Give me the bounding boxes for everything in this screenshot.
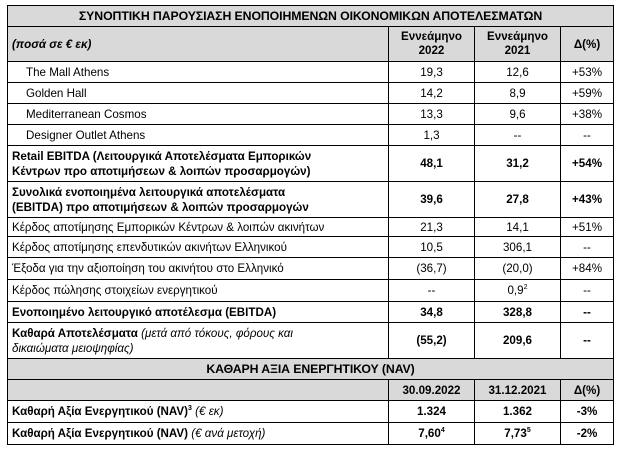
nav-row-label-italic: (€ εκ)	[191, 405, 224, 418]
table-title: ΣΥΝΟΠΤΙΚΗ ΠΑΡΟΥΣΙΑΣΗ ΕΝΟΠΟΙΗΜΕΝΩΝ ΟΙΚΟΝΟΜΙΚΩΝ ΑΠΟΤΕΛΕΣΜΑΤΩΝ	[8, 6, 614, 27]
value-2021: (20,0)	[475, 258, 561, 280]
row-label: Ενοποιημένο λειτουργικό αποτέλεσμα (EBITDA)	[8, 302, 389, 323]
table-row	[8, 258, 614, 280]
value-2022: 21,3	[389, 218, 475, 237]
row-label-line2: Κέντρων προ αποτιμήσεων & λοιπών προσαρμογών)	[12, 164, 311, 178]
value-2022: 19,3	[389, 62, 475, 83]
row-label-line1: Συνολικά ενοποιημένα λειτουργικά αποτελέσματα	[12, 185, 286, 199]
change-pct: --	[561, 237, 614, 258]
financial-results-table	[7, 5, 614, 445]
change-pct: +51%	[561, 218, 614, 237]
value-2022: 34,8	[389, 302, 475, 323]
value-2022: (55,2)	[389, 323, 475, 359]
row-label: Κέρδος πώλησης στοιχείων ενεργητικού	[8, 280, 389, 302]
nav-row	[8, 401, 614, 423]
value-2022: 48,1	[389, 146, 475, 182]
table-row-consolidated-operating-result	[8, 302, 614, 323]
value-2022: --	[389, 280, 475, 302]
table-row	[8, 83, 614, 104]
row-label-line2: (EBITDA) προ αποτιμήσεων & λοιπών προσαρμογών	[12, 200, 309, 214]
footnote-marker: 3	[188, 405, 192, 413]
nav-row-label	[8, 401, 389, 423]
row-label-italic-line1: (μετά από τόκους, φόρους και	[137, 326, 293, 340]
value-2021: 306,1	[475, 237, 561, 258]
nav-value-2	[475, 423, 561, 445]
nav-row-label	[8, 423, 389, 445]
value-2021: 27,8	[475, 182, 561, 218]
row-label: The Mall Athens	[8, 62, 389, 83]
value-2021: 8,9	[475, 83, 561, 104]
change-pct: +53%	[561, 62, 614, 83]
change-pct: +84%	[561, 258, 614, 280]
nav-value-2: 1.362	[475, 401, 561, 423]
value-2022: 13,3	[389, 104, 475, 125]
header-change: Δ(%)	[561, 27, 614, 62]
header-9m-2021-line2: 2021	[504, 44, 531, 57]
value-2022: (36,7)	[389, 258, 475, 280]
table-row	[8, 280, 614, 302]
row-label: Κέρδος αποτίμησης Εμπορικών Κέντρων & λοιπών ακινήτων	[8, 218, 389, 237]
nav-value-1-text: 7,60	[418, 427, 441, 440]
change-pct: +54%	[561, 146, 614, 182]
header-9m-2021	[475, 27, 561, 62]
table-row-net-results	[8, 323, 614, 359]
value-2021: 209,6	[475, 323, 561, 359]
table-row	[8, 62, 614, 83]
table-title-row	[8, 6, 614, 27]
value-2021: 12,6	[475, 62, 561, 83]
row-label	[8, 146, 389, 182]
nav-value-2-text: 7,73	[504, 427, 527, 440]
column-header-row	[8, 27, 614, 62]
nav-row-label-italic: (€ ανά μετοχή)	[188, 427, 266, 440]
footnote-marker: 4	[440, 427, 445, 435]
header-9m-2021-line1: Εννεάμηνο	[487, 30, 548, 43]
row-label: Golden Hall	[8, 83, 389, 104]
nav-value-1: 1.324	[389, 401, 475, 423]
value-2021: 14,1	[475, 218, 561, 237]
nav-value-1	[389, 423, 475, 445]
row-label-line1: Retail EBITDA (Λειτουργικά Αποτελέσματα Εμπορικών	[12, 149, 312, 163]
value-2022: 14,2	[389, 83, 475, 104]
table-row-consolidated-ebitda	[8, 182, 614, 218]
change-pct: --	[561, 323, 614, 359]
row-label: Designer Outlet Athens	[8, 125, 389, 146]
table-row-retail-ebitda	[8, 146, 614, 182]
row-label: Έξοδα για την αξιοποίηση του ακινήτου στο Ελληνικό	[8, 258, 389, 280]
change-pct: +38%	[561, 104, 614, 125]
nav-change-pct: -2%	[561, 423, 614, 445]
change-pct: --	[561, 125, 614, 146]
header-9m-2022	[389, 27, 475, 62]
value-2021: 31,2	[475, 146, 561, 182]
row-label: Κέρδος αποτίμησης επενδυτικών ακινήτων Ελληνικού	[8, 237, 389, 258]
footnote-marker: 5	[526, 427, 531, 435]
nav-row-label-bold: Καθαρή Αξία Ενεργητικού (NAV)	[12, 427, 189, 440]
row-label	[8, 182, 389, 218]
value-2021: 9,6	[475, 104, 561, 125]
nav-header-change: Δ(%)	[561, 380, 614, 401]
nav-header-row	[8, 380, 614, 401]
change-pct: --	[561, 302, 614, 323]
nav-row-label-bold: Καθαρή Αξία Ενεργητικού (NAV)	[12, 405, 189, 418]
header-9m-2022-line1: Εννεάμηνο	[401, 30, 462, 43]
value-2022: 10,5	[389, 237, 475, 258]
table-row	[8, 104, 614, 125]
value-2021: 328,8	[475, 302, 561, 323]
row-label	[8, 323, 389, 359]
nav-row	[8, 423, 614, 445]
nav-header-empty	[8, 380, 389, 401]
unit-label: (ποσά σε € εκ)	[8, 27, 389, 62]
row-label-bold: Καθαρά Αποτελέσματα	[12, 326, 138, 340]
header-9m-2022-line2: 2022	[418, 44, 445, 57]
change-pct: --	[561, 280, 614, 302]
nav-header-date-2: 31.12.2021	[475, 380, 561, 401]
value-2022: 1,3	[389, 125, 475, 146]
table-row	[8, 125, 614, 146]
value-2021: --	[475, 125, 561, 146]
value-2022: 39,6	[389, 182, 475, 218]
value-2021-text: 0,9	[507, 284, 524, 297]
financial-results-table-wrapper	[7, 5, 614, 445]
nav-header-date-1: 30.09.2022	[389, 380, 475, 401]
row-label-italic-line2: δικαιώματα μειοψηφίας)	[12, 341, 134, 355]
row-label: Mediterranean Cosmos	[8, 104, 389, 125]
nav-change-pct: -3%	[561, 401, 614, 423]
nav-section-title: ΚΑΘΑΡΗ ΑΞΙΑ ΕΝΕΡΓΗΤΙΚΟΥ (NAV)	[8, 359, 614, 380]
table-row	[8, 218, 614, 237]
change-pct: +43%	[561, 182, 614, 218]
change-pct: +59%	[561, 83, 614, 104]
value-2021	[475, 280, 561, 302]
nav-title-row	[8, 359, 614, 380]
footnote-marker: 2	[523, 284, 528, 292]
table-row	[8, 237, 614, 258]
